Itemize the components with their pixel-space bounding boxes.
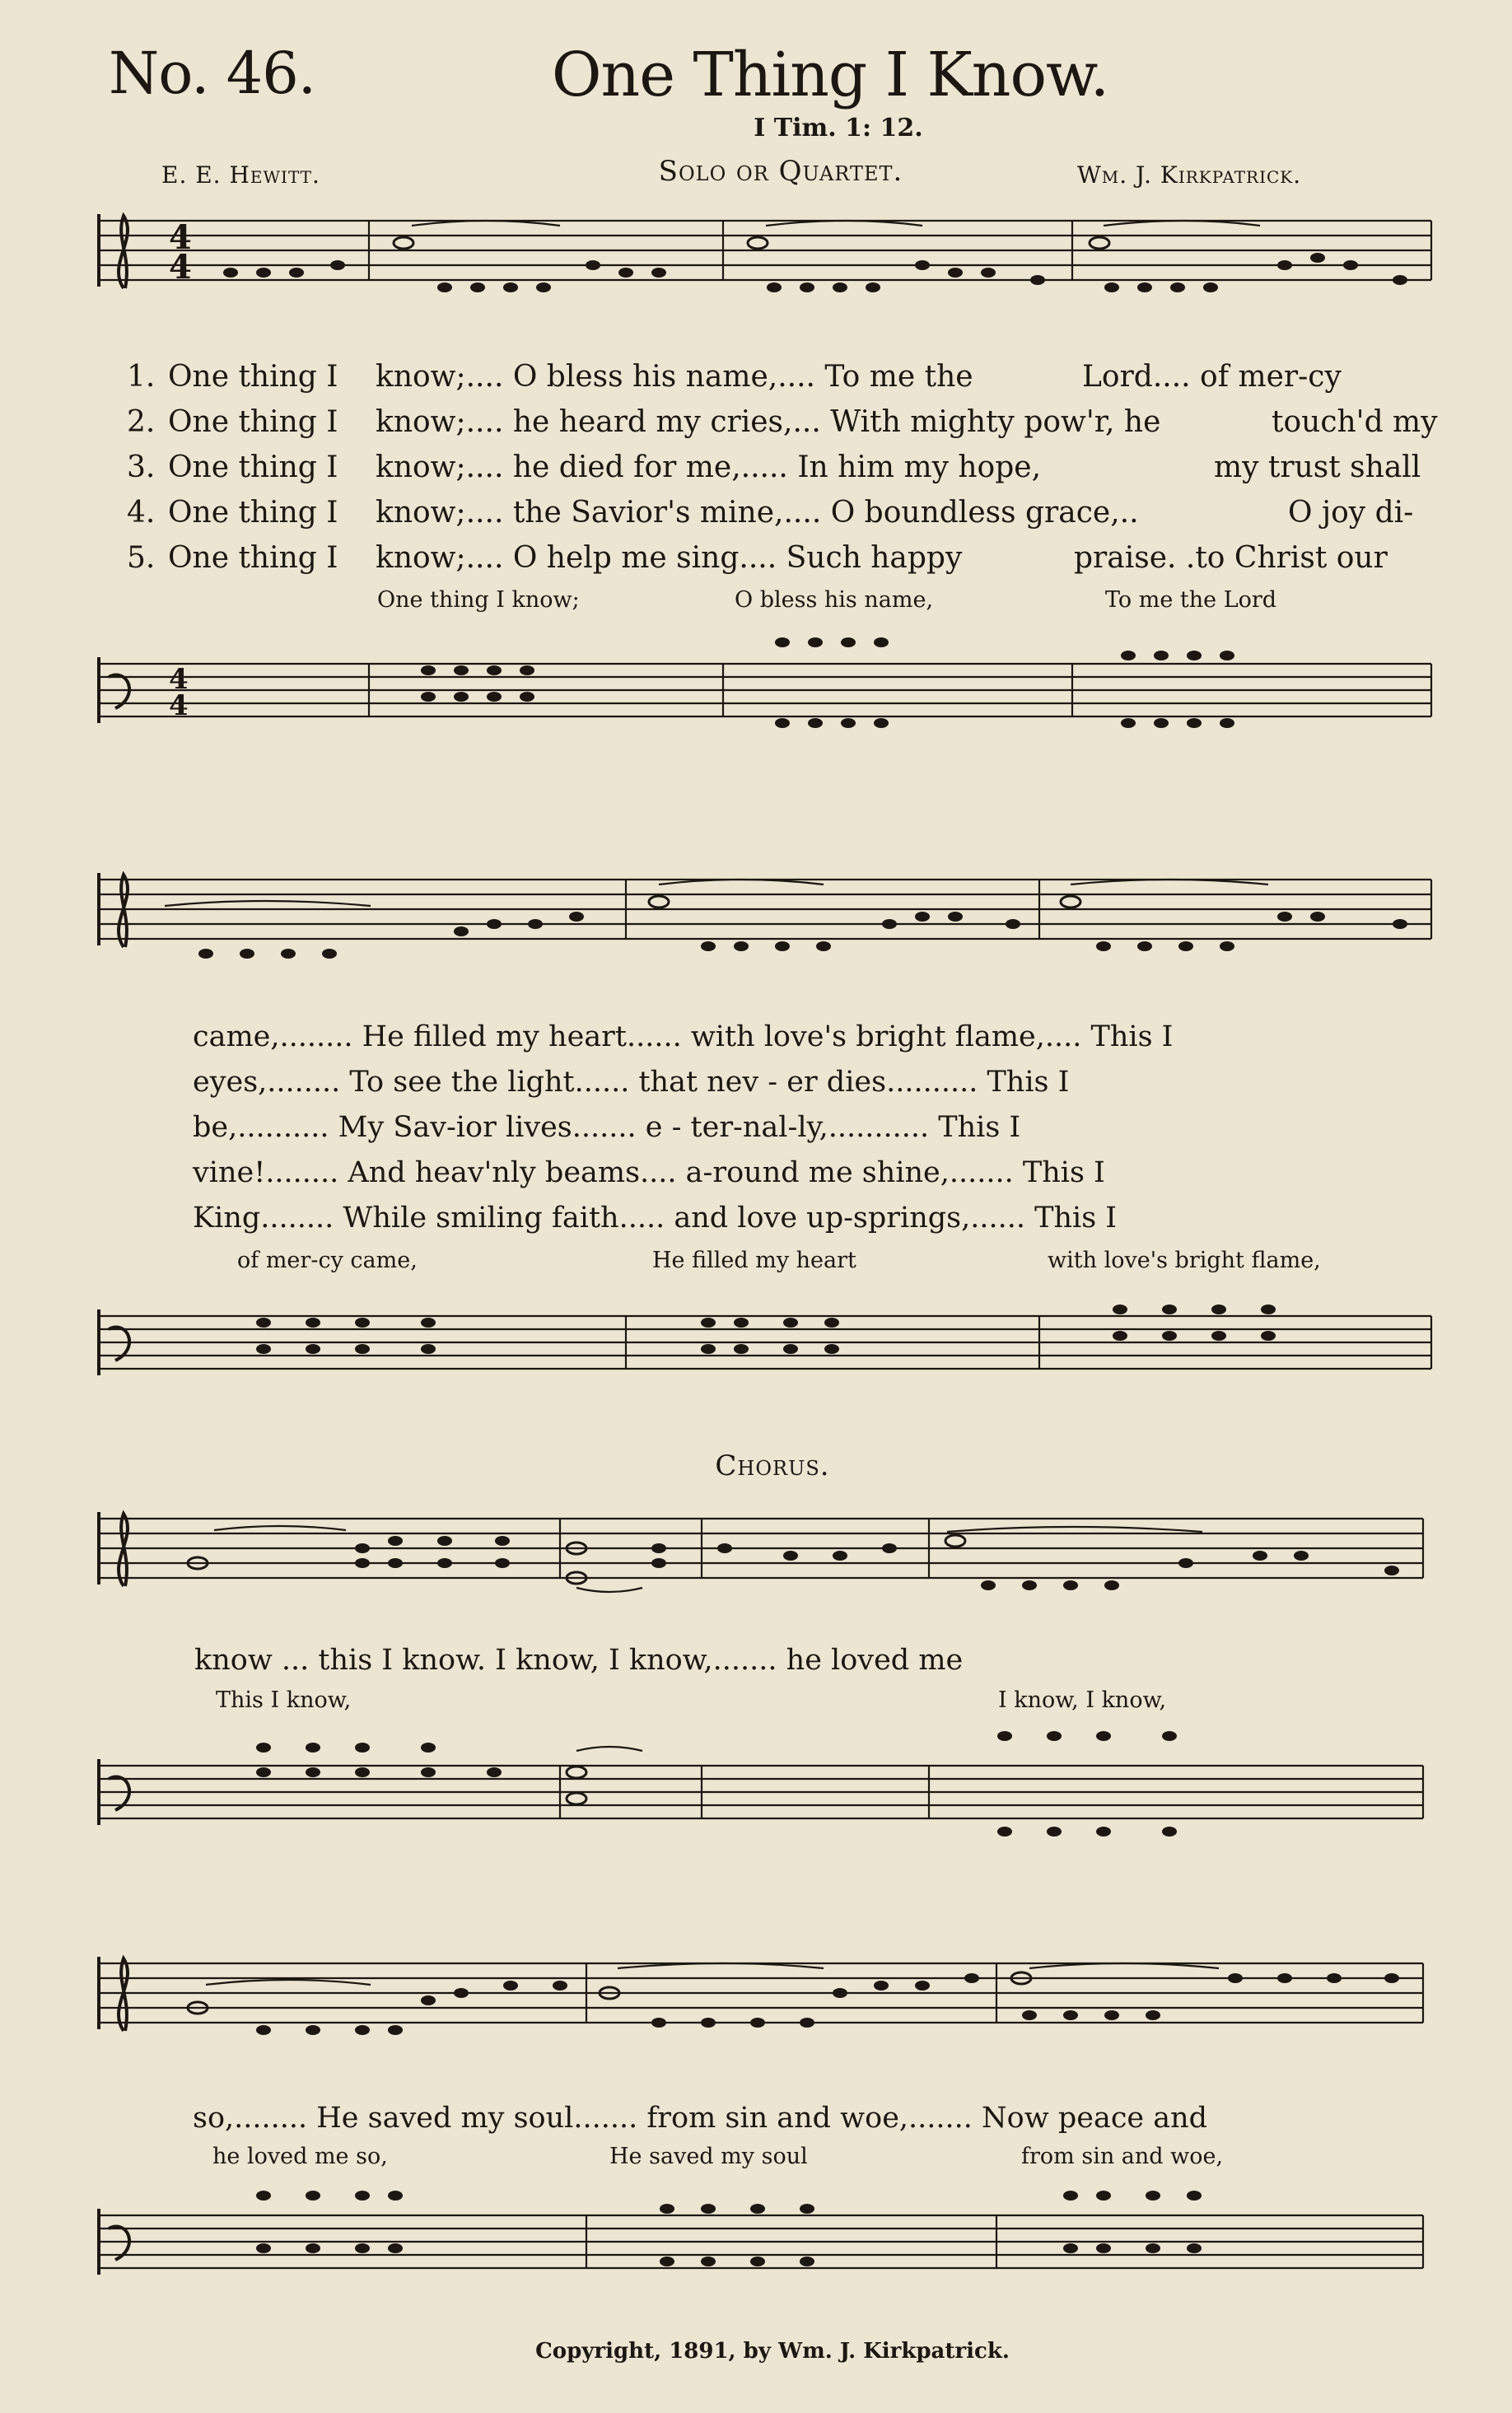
bass-words: This I know, [216, 1687, 352, 1713]
bass-words: O bless his name, [735, 587, 934, 613]
verse-line-5 [127, 537, 1428, 580]
svg-text:4: 4 [169, 663, 189, 696]
bass-words: He saved my soul [609, 2144, 808, 2169]
bass-words: he loved me so, [212, 2144, 388, 2169]
lyric-segment: King........ While smiling faith..... and love up-springs,...... This I [193, 1202, 1118, 1235]
lyric-segment: my trust shall [1214, 450, 1421, 484]
verse-line-1 [193, 1015, 1494, 1058]
verse-number: 3. [127, 450, 156, 484]
svg-text:4: 4 [169, 248, 192, 287]
author-credit: E. E. Hewitt. [161, 161, 320, 189]
hymn-number: No. 46. [109, 40, 315, 107]
svg-text:4: 4 [169, 218, 192, 257]
lyric-segment: know;.... the Savior's mine,.... O boundless grace,.. [376, 496, 1139, 530]
lyric-segment: One thing I [168, 541, 338, 575]
lyric-segment: O joy di- [1288, 496, 1414, 530]
bass-words: He filled my heart [652, 1248, 856, 1273]
bass-words: I know, I know, [998, 1687, 1167, 1713]
bass-staff-system-1 [0, 618, 1512, 799]
arrangement-subtitle: Solo or Quartet. [658, 155, 903, 188]
treble-staff-system-2 [0, 856, 1512, 988]
verse-number: 1. [127, 360, 156, 394]
lyric-segment: came,........ He filled my heart...... with love's bright flame,.... This I [193, 1020, 1174, 1053]
lyric-segment: know;.... he heard my cries,... With mighty pow'r, he [376, 405, 1161, 439]
lyric-segment: know;.... O help me sing.... Such happy [376, 541, 963, 575]
verse-line-3 [193, 1106, 1494, 1149]
verse-line-4 [127, 492, 1428, 534]
lyric-segment: One thing I [168, 450, 338, 484]
copyright-notice: Copyright, 1891, by Wm. J. Kirkpatrick. [535, 2339, 1010, 2364]
lyric-segment: so,........ He saved my soul....... from sin and woe,....... Now peace and [193, 2102, 1208, 2135]
verse-line-1 [127, 356, 1428, 399]
bass-words: with love's bright flame, [1048, 1248, 1321, 1273]
chorus-label: Chorus. [715, 1449, 830, 1482]
verse-number: 4. [127, 496, 156, 530]
svg-text:4: 4 [169, 689, 189, 722]
treble-staff-system-1 [0, 206, 1512, 321]
system-4-lyrics [193, 2097, 1494, 2140]
bass-words: One thing I know; [377, 587, 580, 613]
lyric-segment: know ... this I know. I know, I know,....... he loved me [194, 1644, 964, 1677]
lyric-segment: eyes,........ To see the light...... that nev - er dies.......... This I [193, 1066, 1070, 1099]
bass-staff-system-4 [0, 2174, 1512, 2331]
lyric-segment: Lord.... of mer-cy [1082, 360, 1342, 394]
bass-staff-system-2 [0, 1285, 1512, 1417]
lyric-segment: One thing I [168, 405, 338, 439]
lyric-segment: know;.... he died for me,..... In him my hope, [376, 450, 1042, 484]
bass-words: of mer-cy came, [237, 1248, 418, 1273]
treble-staff-system-4 [0, 1934, 1512, 2065]
bass-words: To me the Lord [1105, 587, 1277, 613]
verse-line-5 [193, 1197, 1494, 1239]
bass-words: from sin and woe, [1021, 2144, 1224, 2169]
lyric-segment: One thing I [168, 496, 338, 530]
scripture-reference: I Tim. 1: 12. [754, 114, 923, 142]
composer-credit: Wm. J. Kirkpatrick. [1077, 161, 1302, 189]
chorus-lyrics [194, 1639, 1496, 1682]
lyric-segment: praise. .to Christ our [1074, 541, 1388, 575]
verse-line-2 [193, 1061, 1494, 1104]
hymn-title: One Thing I Know. [551, 40, 1109, 110]
lyric-segment: touch'd my [1272, 405, 1438, 439]
lyric-segment: know;.... O bless his name,.... To me the [376, 360, 973, 394]
verse-line-3 [127, 446, 1428, 489]
bass-staff-chorus [0, 1718, 1512, 1883]
verse-number: 2. [127, 405, 156, 439]
lyric-segment: One thing I [168, 360, 338, 394]
verse-line-4 [193, 1151, 1494, 1194]
lyric-segment: vine!........ And heav'nly beams.... a-round me shine,....... This I [193, 1156, 1105, 1189]
verse-line-2 [127, 401, 1438, 444]
treble-staff-chorus [0, 1489, 1512, 1621]
verse-number: 5. [127, 541, 156, 575]
lyric-segment: be,.......... My Sav-ior lives....... e - ter-nal-ly,........... This I [193, 1111, 1021, 1144]
